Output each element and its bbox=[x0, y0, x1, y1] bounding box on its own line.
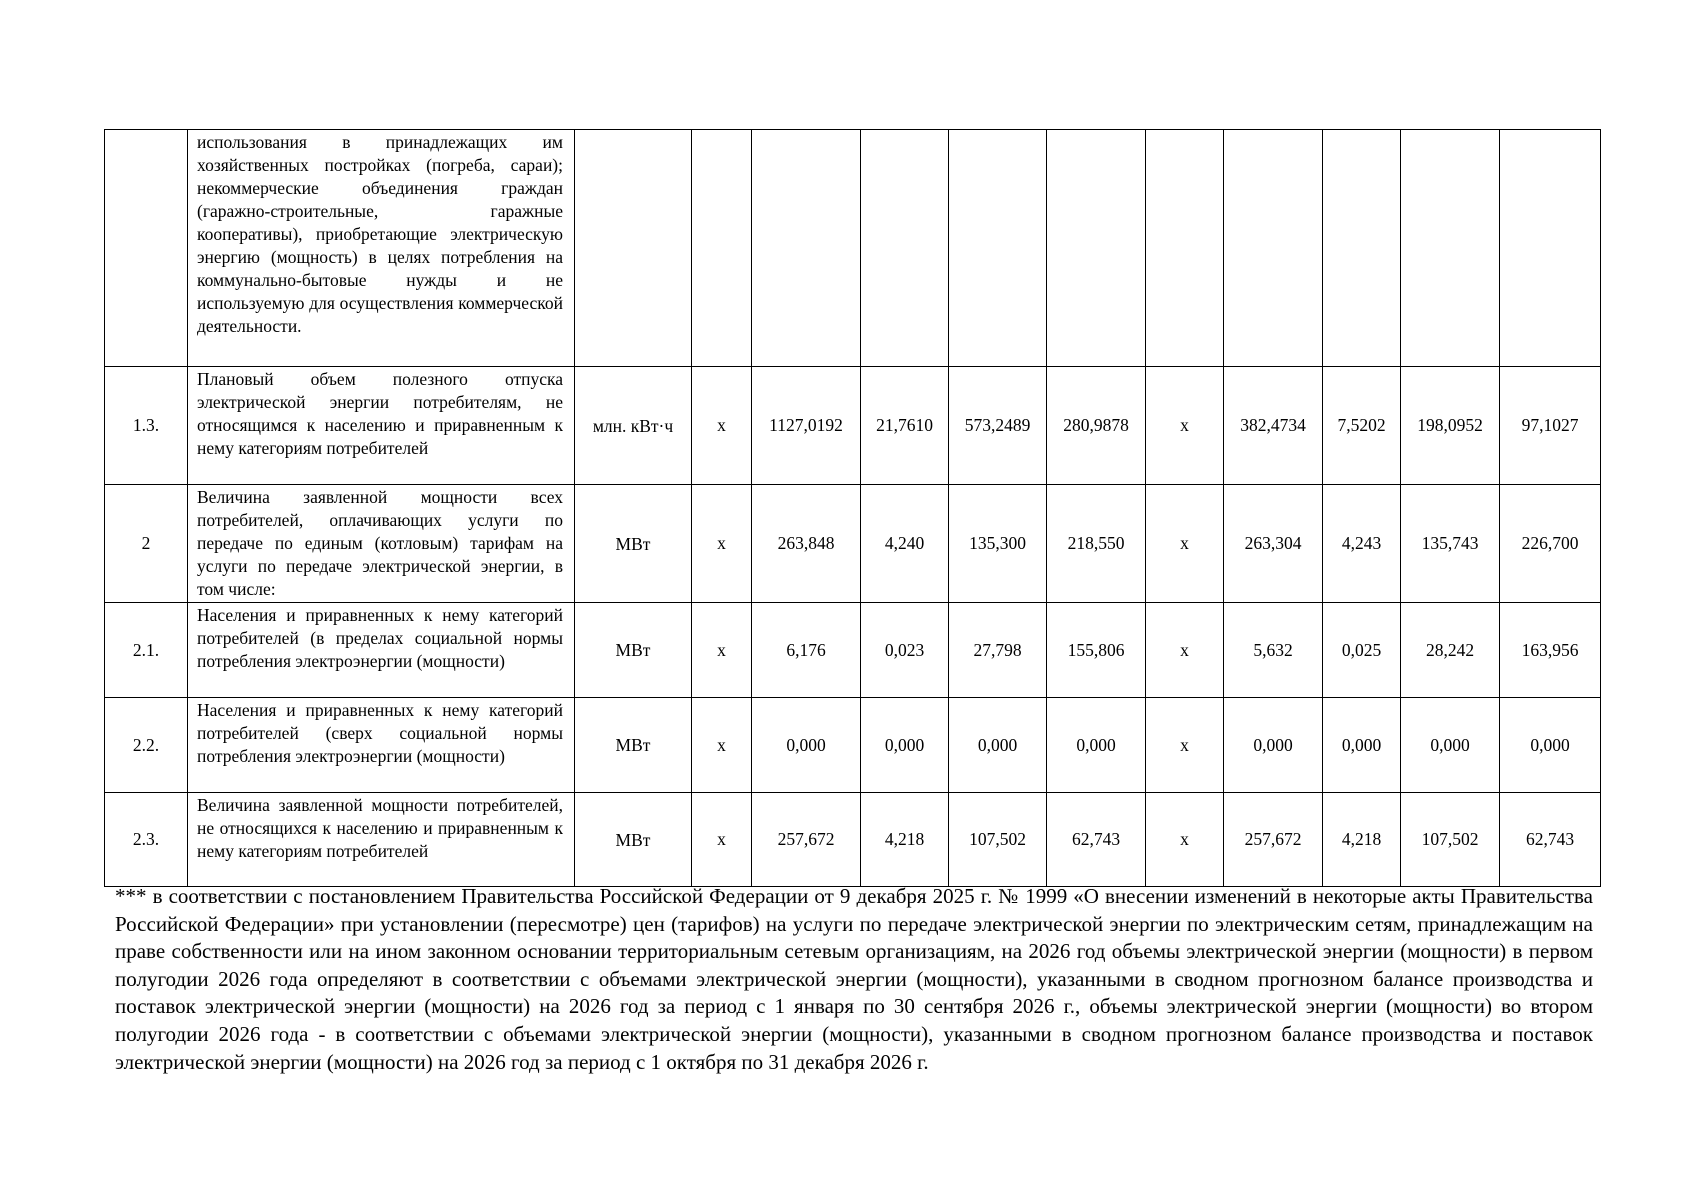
value-cell: 226,700 bbox=[1500, 485, 1601, 603]
value-cell: 107,502 bbox=[1401, 793, 1500, 887]
unit-cell: млн. кВт·ч bbox=[575, 367, 692, 485]
unit-cell: МВт bbox=[575, 698, 692, 793]
value-cell: 155,806 bbox=[1047, 603, 1146, 698]
row-description-cell: Величина заявленной мощности потребителей, не относящихся к населению и приравненным к нему категориям потребителей bbox=[188, 793, 575, 887]
row-number-cell: 2.3. bbox=[105, 793, 188, 887]
value-cell: 263,304 bbox=[1224, 485, 1323, 603]
value-cell: х bbox=[1146, 485, 1224, 603]
value-cell: х bbox=[692, 793, 752, 887]
table-row bbox=[105, 698, 1601, 793]
value-cell: х bbox=[692, 485, 752, 603]
unit-cell: МВт bbox=[575, 793, 692, 887]
value-cell bbox=[1146, 130, 1224, 367]
value-cell: 135,743 bbox=[1401, 485, 1500, 603]
value-cell: 0,000 bbox=[1323, 698, 1401, 793]
value-cell: х bbox=[692, 603, 752, 698]
table-row bbox=[105, 485, 1601, 603]
value-cell: 4,240 bbox=[861, 485, 949, 603]
table-row bbox=[105, 603, 1601, 698]
value-cell: 198,0952 bbox=[1401, 367, 1500, 485]
value-cell: 0,000 bbox=[1401, 698, 1500, 793]
value-cell bbox=[1500, 130, 1601, 367]
value-cell: 62,743 bbox=[1500, 793, 1601, 887]
value-cell: 0,023 bbox=[861, 603, 949, 698]
footnote: *** в соответствии с постановлением Правительства Российской Федерации от 9 декабря 2025 г. № 1999 «О внесении изменений в некоторые акты Правительства Российской Федерации» при установлении (пересмотре) цен (тарифов) на услуги по передаче электрической энергии по электрическим сетям, принадлежащим на праве собственности или на ином законном основании территориальным сетевым организациям, на 2026 год объемы электрической энергии (мощности) в первом полугодии 2026 года определяют в соответствии с объемами электрической энергии (мощности), указанными в сводном прогнозном балансе производства и поставок электрической энергии (мощности) на 2026 год за период с 1 января по 30 сентября 2026 г., объемы электрической энергии (мощности) во втором полугодии 2026 года - в соответствии с объемами электрической энергии (мощности), указанными в сводном прогнозном балансе производства и поставок электрической энергии (мощности) на 2026 год за период с 1 октября по 31 декабря 2026 г. bbox=[115, 884, 1593, 1074]
value-cell: 135,300 bbox=[949, 485, 1047, 603]
table-row bbox=[105, 367, 1601, 485]
row-description-cell: Величина заявленной мощности всех потребителей, оплачивающих услуги по передаче по единым (котловым) тарифам на услуги по передаче электрической энергии, в том числе: bbox=[188, 485, 575, 603]
value-cell: 21,7610 bbox=[861, 367, 949, 485]
value-cell: 27,798 bbox=[949, 603, 1047, 698]
value-cell: 263,848 bbox=[752, 485, 861, 603]
value-cell: 4,218 bbox=[1323, 793, 1401, 887]
value-cell: 163,956 bbox=[1500, 603, 1601, 698]
value-cell bbox=[1224, 130, 1323, 367]
row-number-cell: 1.3. bbox=[105, 367, 188, 485]
value-cell: 5,632 bbox=[1224, 603, 1323, 698]
row-description-cell: использования в принадлежащих им хозяйственных постройках (погреба, сараи); некоммерческие объединения граждан (гаражно-строительные, гаражные кооперативы), приобретающие электрическую энергию (мощность) в целях потребления на коммунально-бытовые нужды и не используемую для осуществления коммерческой деятельности. bbox=[188, 130, 575, 367]
unit-cell: МВт bbox=[575, 485, 692, 603]
row-number-cell bbox=[105, 130, 188, 367]
value-cell: 97,1027 bbox=[1500, 367, 1601, 485]
value-cell: 107,502 bbox=[949, 793, 1047, 887]
row-description-cell: Плановый объем полезного отпуска электрической энергии потребителям, не относящимся к населению и приравненным к нему категориям потребителей bbox=[188, 367, 575, 485]
value-cell: 257,672 bbox=[1224, 793, 1323, 887]
value-cell: 4,218 bbox=[861, 793, 949, 887]
row-number-cell: 2 bbox=[105, 485, 188, 603]
data-table bbox=[104, 129, 1601, 887]
value-cell bbox=[752, 130, 861, 367]
value-cell: х bbox=[1146, 793, 1224, 887]
value-cell: 257,672 bbox=[752, 793, 861, 887]
value-cell: 0,000 bbox=[1500, 698, 1601, 793]
table-row bbox=[105, 793, 1601, 887]
value-cell: 62,743 bbox=[1047, 793, 1146, 887]
value-cell: 0,000 bbox=[949, 698, 1047, 793]
value-cell: 218,550 bbox=[1047, 485, 1146, 603]
value-cell bbox=[1401, 130, 1500, 367]
value-cell bbox=[1323, 130, 1401, 367]
unit-cell: МВт bbox=[575, 603, 692, 698]
row-description-cell: Населения и приравненных к нему категорий потребителей (в пределах социальной нормы потребления электроэнергии (мощности) bbox=[188, 603, 575, 698]
value-cell: х bbox=[692, 698, 752, 793]
unit-cell bbox=[575, 130, 692, 367]
value-cell: 0,000 bbox=[1047, 698, 1146, 793]
value-cell: х bbox=[1146, 603, 1224, 698]
value-cell: 7,5202 bbox=[1323, 367, 1401, 485]
value-cell: х bbox=[1146, 367, 1224, 485]
row-number-cell: 2.1. bbox=[105, 603, 188, 698]
value-cell: 280,9878 bbox=[1047, 367, 1146, 485]
value-cell: 0,000 bbox=[1224, 698, 1323, 793]
value-cell: 1127,0192 bbox=[752, 367, 861, 485]
value-cell: 382,4734 bbox=[1224, 367, 1323, 485]
value-cell: 6,176 bbox=[752, 603, 861, 698]
value-cell bbox=[861, 130, 949, 367]
value-cell: 573,2489 bbox=[949, 367, 1047, 485]
value-cell bbox=[949, 130, 1047, 367]
row-number-cell: 2.2. bbox=[105, 698, 188, 793]
value-cell: 0,000 bbox=[861, 698, 949, 793]
row-description-cell: Населения и приравненных к нему категорий потребителей (сверх социальной нормы потребления электроэнергии (мощности) bbox=[188, 698, 575, 793]
table-row bbox=[105, 130, 1601, 367]
value-cell: х bbox=[1146, 698, 1224, 793]
value-cell: х bbox=[692, 367, 752, 485]
value-cell bbox=[692, 130, 752, 367]
value-cell: 28,242 bbox=[1401, 603, 1500, 698]
value-cell bbox=[1047, 130, 1146, 367]
value-cell: 0,000 bbox=[752, 698, 861, 793]
value-cell: 0,025 bbox=[1323, 603, 1401, 698]
value-cell: 4,243 bbox=[1323, 485, 1401, 603]
